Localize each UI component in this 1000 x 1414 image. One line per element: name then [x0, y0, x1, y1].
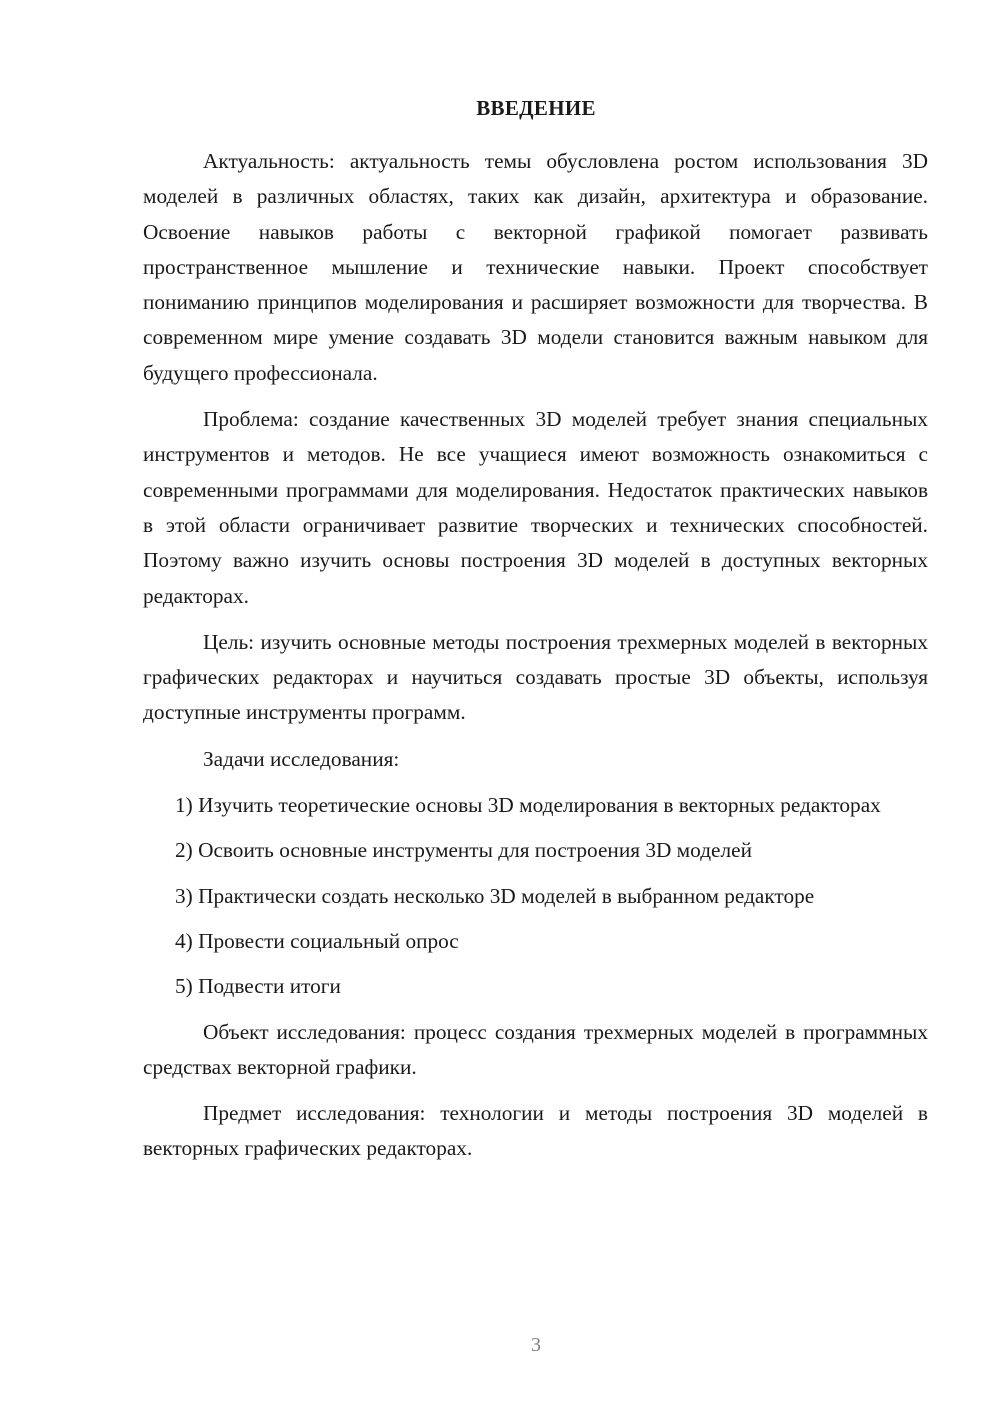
- subject-paragraph: Предмет исследования: технологии и методы построения 3D моделей в векторных графических редакторах.: [143, 1101, 928, 1161]
- list-item: 3) Практически создать несколько 3D моделей в выбранном редакторе: [175, 883, 815, 908]
- tasks-intro: Задачи исследования:: [203, 746, 400, 771]
- document-body: [143, 144, 928, 1178]
- tasks-list: [143, 788, 928, 1004]
- list-item: 5) Подвести итоги: [175, 974, 341, 999]
- problem-paragraph: Проблема: создание качественных 3D моделей требует знания специальных инструментов и методов. Не все учащиеся имеют возможность ознакомиться с современными программами для моделирования. Недостаток практических навыков в этой области ограничивает развитие творческих и технических способностей. Поэтому важно изучить основы построения 3D моделей в доступных векторных редакторах.: [143, 407, 928, 608]
- object-paragraph: Объект исследования: процесс создания трехмерных моделей в программных средствах векторной графики.: [143, 1019, 928, 1079]
- relevance-paragraph: Актуальность: актуальность темы обусловлена ростом использования 3D моделей в различных областях, таких как дизайн, архитектура и образование. Освоение навыков работы с векторной графикой помогает развивать пространственное мышление и технические навыки. Проект способствует пониманию принципов моделирования и расширяет возможности для творчества. В современном мире умение создавать 3D модели становится важным навыком для будущего профессионала.: [143, 149, 928, 385]
- list-item: 1) Изучить теоретические основы 3D моделирования в векторных редакторах: [175, 793, 881, 818]
- goal-paragraph: Цель: изучить основные методы построения трехмерных моделей в векторных графических редакторах и научиться создавать простые 3D объекты, используя доступные инструменты программ.: [143, 629, 928, 725]
- page-title: ВВЕДЕНИЕ: [476, 96, 596, 120]
- list-item: 4) Провести социальный опрос: [175, 928, 459, 953]
- list-item: 2) Освоить основные инструменты для построения 3D моделей: [175, 838, 752, 863]
- page-number: 3: [531, 1334, 541, 1356]
